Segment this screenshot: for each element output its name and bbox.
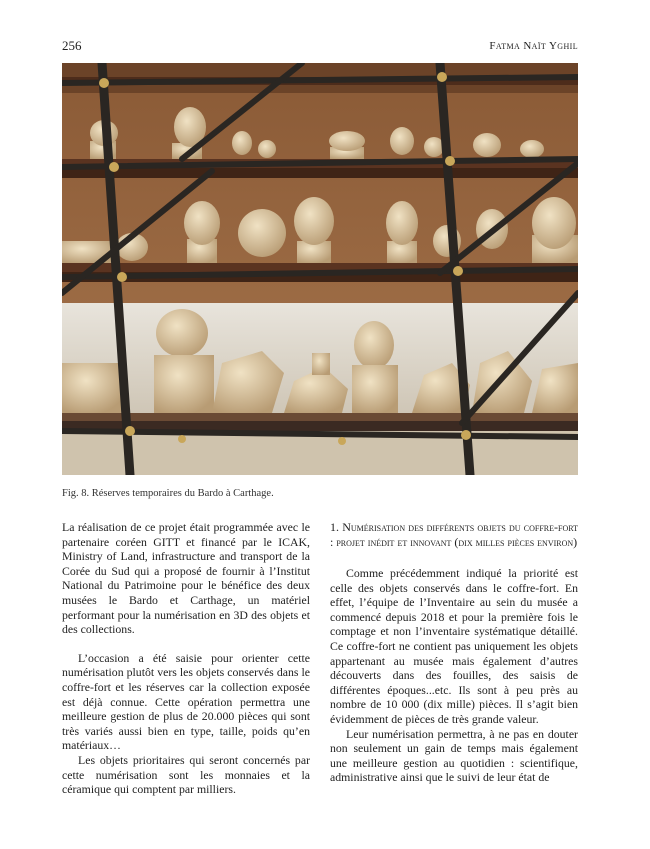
paragraph: La réalisation de ce projet était programmée avec le partenaire coréen GITT et financé par le ICAK, Ministry of Land, infrastructure and transport de la Corée du Sud qui a proposé de fournir à l’Institut National du Patrimoine pour le bénéfice des deux musées le Bardo et Carthage, un matériel performant pour la numérisation en 3D des objets et des collections. [62,520,310,637]
right-column [330,520,578,785]
paragraph: L’occasion a été saisie pour orienter cette numérisation plutôt vers les objets conservés dans le coffre-fort et les réserves car la collection exposée est déjà connue. Cette opération permettra une meilleure gestion de plus de 20.000 pièces qui sont très variés aussi bien en type, taille, poids qu’en matériaux… [62,650,310,753]
left-column [62,520,310,797]
paragraph: Leur numérisation permettra, à ne pas en douter non seulement un gain de temps mais également une meilleure gestion au quotidien : scientifique, administrative ainsi que le suivi de leur état de [330,726,578,785]
storage-shelves-photo [62,63,578,475]
section-heading: 1. Numérisation des différents objets du coffre-fort : projet inédit et innovant (dix milles pièces environ) [330,520,578,549]
figure-caption: Fig. 8. Réserves temporaires du Bardo à Carthage. [62,488,274,499]
page-number: 256 [62,38,82,53]
running-header-author: Fatma Naït Yghil [489,40,578,52]
paragraph: Les objets prioritaires qui seront concernés par cette numérisation sont les monnaies et la céramique qui comptent par milliers. [62,752,310,797]
figure-photo-storage-shelves [62,63,578,475]
paragraph: Comme précédemment indiqué la priorité est celle des objets conservés dans le coffre-fort. En effet, l’équipe de l’Inventaire au sein du musée a commencé depuis 2018 et pour la première fois le comptage et non l’inventaire systématique détaillé. Ce coffre-fort ne contient pas uniquement les objets appartenant au musée mais également d’autres découverts dans des fouilles, des saisis de différentes époques...etc. Ils sont à peu près au nombre de 10 000 (dix mille) pièces. Il s’agit bien évidemment de pièces de très grande valeur. [330,566,578,726]
